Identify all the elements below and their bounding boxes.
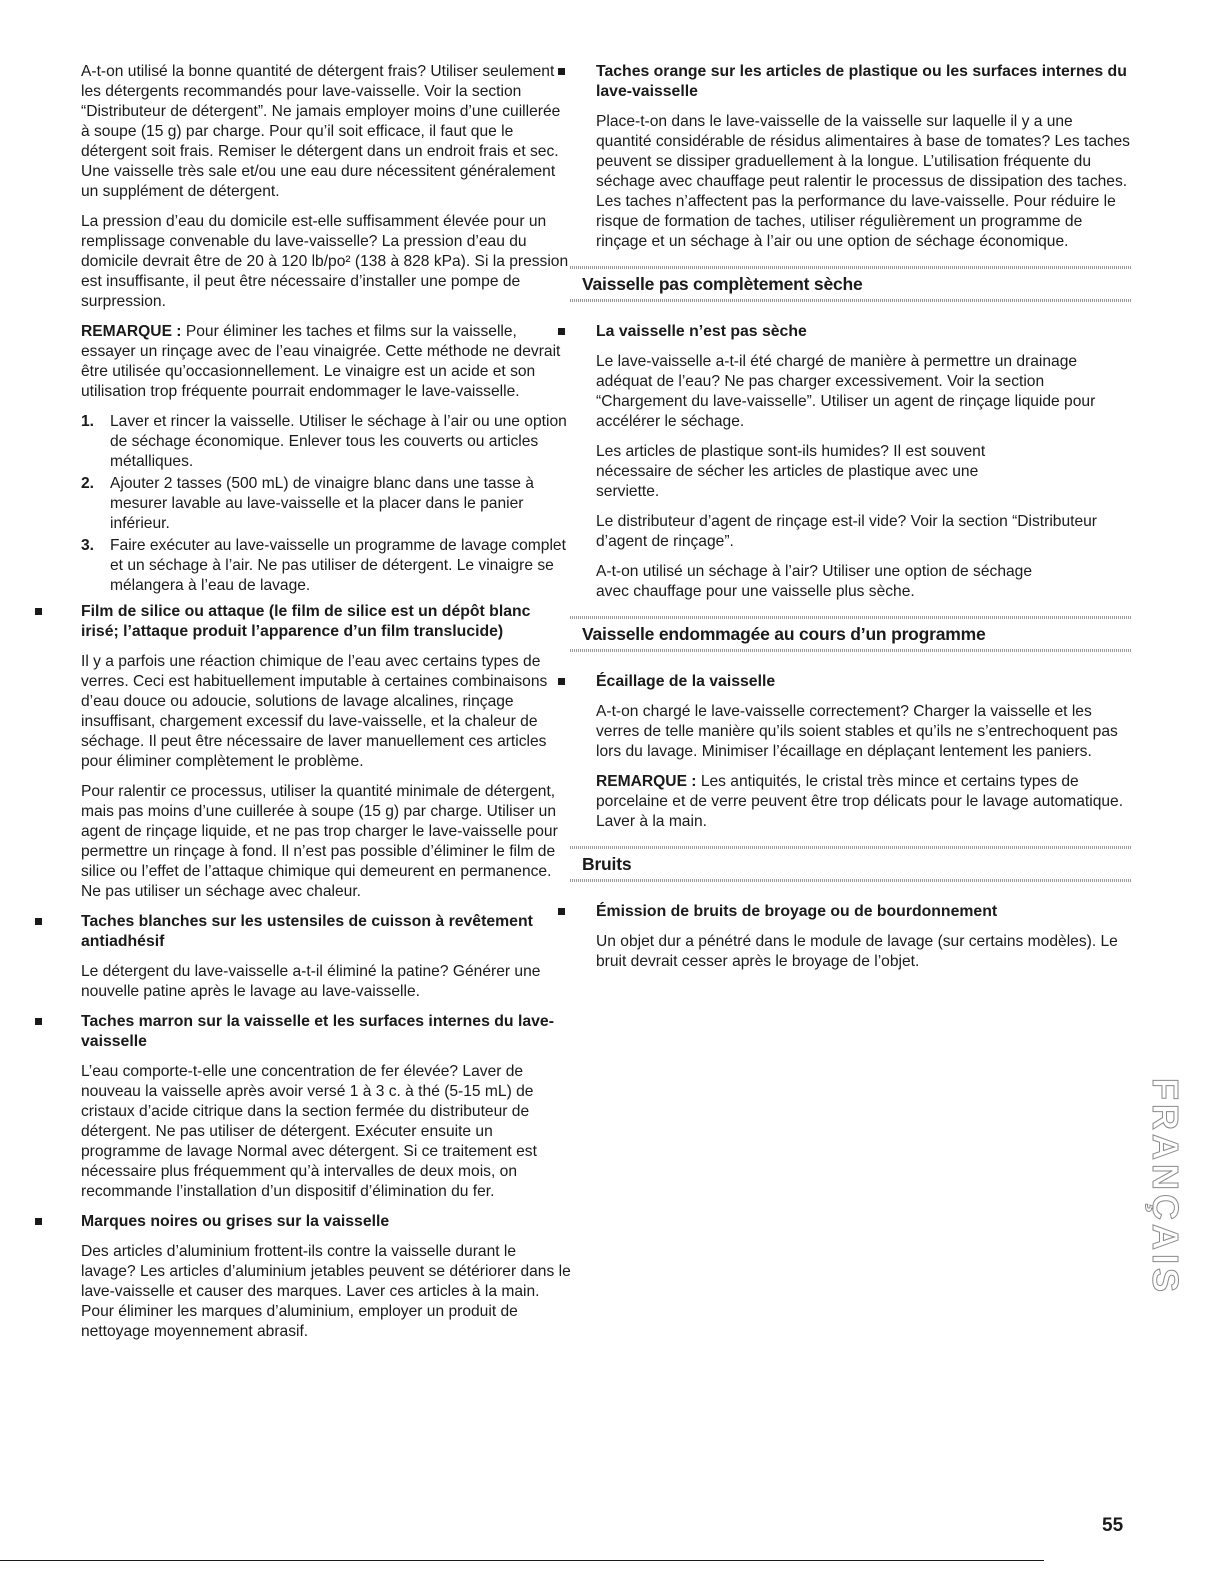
bullet-heading [81,1012,571,1052]
square-bullet-icon [35,1218,42,1225]
list-item [81,474,571,534]
note-text: Les antiquités, le cristal très mince et certains types de porcelaine et de verre peuvent être trop délicats pour le lavage automatique. Laver à la main. [596,773,1124,830]
side-tab-label: FRANÇAIS [1145,1078,1186,1296]
steps-list [81,412,571,596]
paragraph: Le lave-vaisselle a-t-il été chargé de manière à permettre un drainage adéquat de l’eau? Ne pas charger excessivement. Voir la section “Chargement du lave-vaisselle”. Utiliser un agent de rinçage liquide pour accélérer le séchage. [596,353,1096,430]
square-bullet-icon [35,608,42,615]
paragraph: A-t-on utilisé un séchage à l’air? Utiliser une option de séchage avec chauffage pour une vaisselle plus sèche. [596,563,1033,600]
note-label: REMARQUE : [81,323,182,340]
paragraph: L’eau comporte-t-elle une concentration de fer élevée? Laver de nouveau la vaisselle après avoir versé 1 à 3 c. à thé (5-15 mL) de cristaux d’acide citrique dans la section fermée du distributeur de détergent. Ne pas utiliser de détergent. Exécuter ensuite un programme de lavage Normal avec détergent. Si ce traitement est nécessaire plus fréquemment qu’à intervalles de deux mois, on recommande l’installation d’un dispositif d’élimination du fer. [81,1063,537,1200]
square-bullet-icon [558,678,565,685]
bullet-heading-text: La vaisselle n’est pas sèche [596,323,807,340]
step-number: 3. [81,537,95,554]
list-item [81,412,571,472]
paragraph: Les articles de plastique sont-ils humides? Il est souvent nécessaire de sécher les articles de plastique avec une serviette. [596,443,986,500]
step-text: Laver et rincer la vaisselle. Utiliser le séchage à l’air ou une option de séchage économique. Enlever tous les couverts ou articles métalliques. [110,413,567,470]
paragraph: Le détergent du lave-vaisselle a-t-il éliminé la patine? Générer une nouvelle patine après le lavage au lave-vaisselle. [81,963,541,1000]
note [81,322,571,402]
square-bullet-icon [558,328,565,335]
bullet-heading-text: Taches blanches sur les ustensiles de cuisson à revêtement antiadhésif [81,913,533,950]
bullet-heading [81,1212,571,1232]
step-number: 2. [81,475,95,492]
paragraph: Il y a parfois une réaction chimique de l’eau avec certains types de verres. Ceci est habituellement imputable à certaines combinaisons d’eau douce ou adoucie, solutions de lavage alcalines, rinçage insuffisant, chargement excessif du lave-vaisselle, et la chaleur de séchage. Il peut être nécessaire de laver manuellement ces articles pour éliminer complètement le problème. [81,653,548,770]
note-label: REMARQUE : [596,773,697,790]
square-bullet-icon [35,918,42,925]
paragraph: Des articles d’aluminium frottent-ils contre la vaisselle durant le lavage? Les articles d’aluminium jetables peuvent se détériorer dans le lave-vaisselle et causer des marques. Laver ces articles à la main. Pour éliminer les marques d’aluminium, employer un produit de nettoyage moyennement abrasif. [81,1243,571,1340]
bullet-heading [596,672,1131,692]
bullet-heading-text: Écaillage de la vaisselle [596,673,776,690]
footer-divider [0,1560,1044,1561]
paragraph: Place-t-on dans le lave-vaisselle de la vaisselle sur laquelle il y a une quantité considérable de résidus alimentaires à base de tomates? Les taches peuvent se dissiper graduellement à la longue. L’utilisation fréquente du séchage avec chauffage peut ralentir le processus de dissipation des taches. Les taches n’affectent pas la performance du lave-vaisselle. Pour réduire le risque de formation de taches, utiliser régulièrement un programme de rinçage et un séchage à l’air ou une option de séchage économique. [596,113,1130,250]
section-heading: Bruits [582,846,1131,882]
section-heading: Vaisselle endommagée au cours d’un programme [582,616,1131,652]
language-side-tab [1146,1078,1186,1348]
bullet-heading [596,322,1131,342]
bullet-heading [81,912,571,952]
bullet-heading-text: Taches marron sur la vaisselle et les surfaces internes du lave-vaisselle [81,1013,554,1050]
bullet-heading-text: Film de silice ou attaque (le film de silice est un dépôt blanc irisé; l’attaque produit l’apparence d’un film translucide) [81,603,531,640]
paragraph: La pression d’eau du domicile est-elle suffisamment élevée pour un remplissage convenable du lave-vaisselle? La pression d’eau du domicile devrait être de 20 à 120 lb/po² (138 à 828 kPa). Si la pression est insuffisante, il peut être nécessaire d’installer une pompe de surpression. [81,213,569,310]
page-number: 55 [1102,1515,1124,1536]
square-bullet-icon [558,68,565,75]
square-bullet-icon [558,908,565,915]
paragraph: Un objet dur a pénétré dans le module de lavage (sur certains modèles). Le bruit devrait cesser après le broyage de l’objet. [596,933,1118,970]
paragraph: Pour ralentir ce processus, utiliser la quantité minimale de détergent, mais pas moins d’une cuillerée à soupe (15 g) par charge. Utiliser un agent de rinçage liquide, et ne pas trop charger le lave-vaisselle pour permettre un rinçage à fond. Il n’est pas possible d’éliminer le film de silice ou l’effet de l’attaque chimique qui demeurent en permanence. Ne pas utiliser un séchage avec chaleur. [81,783,558,900]
note-text: Pour éliminer les taches et films sur la vaisselle, essayer un rinçage avec de l’eau vinaigrée. Cette méthode ne devrait être utilisée qu’occasionnellement. Le vinaigre est un acide et son utilisation trop fréquente pourrait endommager le lave-vaisselle. [81,323,561,400]
list-item [81,536,571,596]
step-text: Ajouter 2 tasses (500 mL) de vinaigre blanc dans une tasse à mesurer lavable au lave-vaisselle et la placer dans le panier inférieur. [110,475,534,532]
step-text: Faire exécuter au lave-vaisselle un programme de lavage complet et un séchage à l’air. Ne pas utiliser de détergent. Le vinaigre se mélangera à l’eau de lavage. [110,537,566,594]
section-heading: Vaisselle pas complètement sèche [582,266,1131,302]
bullet-heading-text: Taches orange sur les articles de plastique ou les surfaces internes du lave-vaisselle [596,63,1127,100]
note [596,772,1131,832]
bullet-heading [596,62,1131,102]
bullet-heading [81,602,571,642]
square-bullet-icon [35,1018,42,1025]
bullet-heading-text: Marques noires ou grises sur la vaisselle [81,1213,390,1230]
left-column [81,62,571,1352]
right-column [582,62,1131,982]
paragraph: A-t-on chargé le lave-vaisselle correctement? Charger la vaisselle et les verres de telle manière qu’ils soient stables et qu’ils ne s’entrechoquent pas lors du lavage. Minimiser l’écaillage en déplaçant lentement les paniers. [596,703,1118,760]
bullet-heading [596,902,1131,922]
paragraph: Le distributeur d’agent de rinçage est-il vide? Voir la section “Distributeur d’agent de rinçage”. [596,513,1097,550]
paragraph: A-t-on utilisé la bonne quantité de détergent frais? Utiliser seulement les détergents recommandés pour lave-vaisselle. Voir la section “Distributeur de détergent”. Ne jamais employer moins d’une cuillerée à soupe (15 g) par charge. Pour qu’il soit efficace, il faut que le détergent soit frais. Remiser le détergent dans un endroit frais et sec. Une vaisselle très sale et/ou une eau dure nécessitent généralement un supplément de détergent. [81,63,561,200]
bullet-heading-text: Émission de bruits de broyage ou de bourdonnement [596,903,998,920]
step-number: 1. [81,413,95,430]
